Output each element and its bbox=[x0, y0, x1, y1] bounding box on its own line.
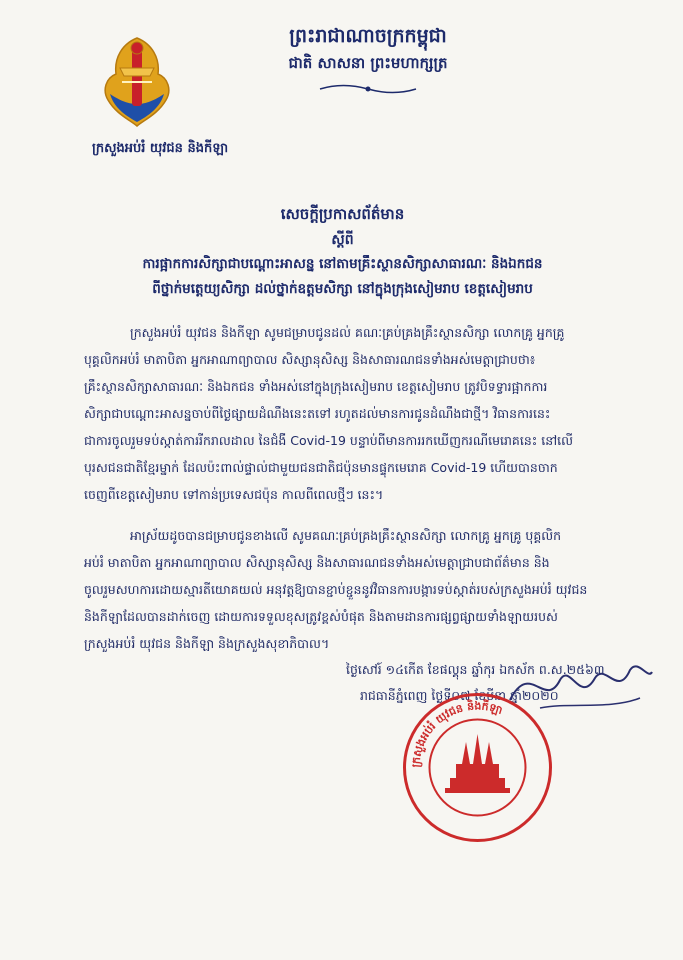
headline-line: ការផ្អាកការសិក្សាជាបណ្តោះអាសន្ន នៅតាមគ្រឹះស្ថានសិក្សាសាធារណៈ និងឯកជន bbox=[142, 256, 543, 272]
body-line: និងកីឡាដែលបានដាក់ចេញ ដោយការទទួលខុសត្រូវខ្ពស់បំផុត និងតាមដានការផ្សព្វផ្សាយទាំងឡាយរបស់ bbox=[84, 609, 558, 624]
body-line: អប់រំ មាតាបិតា អ្នកអាណាព្យាបាល សិស្សានុសិស្ស និងសាធារណជនទាំងអស់មេត្តាជ្រាបជាព័ត៌មាន និង bbox=[84, 555, 550, 570]
body-line: បុគ្គលិកអប់រំ មាតាបិតា អ្នកអាណាព្យាបាល សិស្សានុសិស្ស និងសាធារណជនទាំងអស់មេត្តាជ្រាបថា៖ bbox=[84, 352, 536, 367]
body-line: បុរសជនជាតិខ្មែរម្នាក់ ដែលប៉ះពាល់ផ្ទាល់ជាមួយជនជាតិជប៉ុនមានផ្ទុកមេរោគ Covid-19 ហើយបានចាក bbox=[84, 460, 558, 475]
signature-icon bbox=[500, 650, 660, 720]
body-line: ចេញពីខេត្តសៀមរាប ទៅកាន់ប្រទេសជប៉ុន កាលពីពេលថ្មីៗ នេះ។ bbox=[84, 487, 384, 502]
ministry-name: ក្រសួងអប់រំ យុវជន និងកីឡា bbox=[92, 141, 229, 156]
kingdom-title: ព្រះរាជាណាចក្រកម្ពុជា bbox=[289, 25, 447, 47]
headline-line: ពីថ្នាក់មត្តេយ្យសិក្សា ដល់ថ្នាក់ឧត្តមសិក្សា នៅក្នុងក្រុងសៀមរាប ខេត្តសៀមរាប bbox=[152, 281, 533, 297]
date-lunar: ថ្ងៃសៅរ៍ ១៤កើត ខែផល្គុន ឆ្នាំកុរ ឯកស័ក ព.ស.២៥៦៣ bbox=[346, 662, 605, 677]
ministry-emblem-icon bbox=[92, 34, 182, 134]
document-subtitle: ស្តីពី bbox=[331, 232, 354, 248]
body-line: សិក្សាជាបណ្តោះអាសន្នចាប់ពីថ្ងៃផ្សាយដំណឹងនេះតទៅ រហូតដល់មានការជូនដំណឹងជាថ្មី។ វិធានការនេះ bbox=[84, 406, 551, 421]
body-line: ក្រសួងអប់រំ យុវជន និងកីឡា សូមជម្រាបជូនដល់ គណៈគ្រប់គ្រងគ្រឹះស្ថានសិក្សា លោកគ្រូ អ្នកគ្រូ bbox=[130, 325, 565, 340]
body-line: ជាការចូលរួមទប់ស្កាត់ការរីករាលដាល នៃជំងឺ Covid-19 បន្ទាប់ពីមានការរកឃើញករណីមេរោគនេះ នៅលើ bbox=[84, 433, 573, 448]
national-motto: ជាតិ សាសនា ព្រះមហាក្សត្រ bbox=[288, 54, 448, 72]
body-line: ក្រសួងអប់រំ យុវជន និងកីឡា និងក្រសួងសុខាភិបាល។ bbox=[84, 636, 330, 651]
body-line: គ្រឹះស្ថានសិក្សាសាធារណៈ និងឯកជន ទាំងអស់នៅក្នុងក្រុងសៀមរាប ខេត្តសៀមរាប ត្រូវបិទទ្វារផ្អាកការ bbox=[84, 379, 548, 394]
document-title: សេចក្តីប្រកាសព័ត៌មាន bbox=[280, 205, 405, 223]
body-line: ចូលរួមសហការដោយស្មារតីយោគយល់ អនុវត្តឱ្យបានខ្ជាប់ខ្ជួននូវវិធានការបង្ការទប់ស្កាត់របស់ក្រសួងអប់រំ យុវជន bbox=[84, 582, 588, 597]
seal-ring-text: ក្រសួងអប់រំ យុវជន និងកីឡា bbox=[409, 699, 505, 768]
date-place: រាជធានីភ្នំពេញ ថ្ងៃទី០៧ ខែមីនា ឆ្នាំ២០២០ bbox=[360, 688, 559, 703]
divider-ornament-icon bbox=[318, 82, 418, 96]
body-line: អាស្រ័យដូចបានជម្រាបជូនខាងលើ សូមគណៈគ្រប់គ្រងគ្រឹះស្ថានសិក្សា លោកគ្រូ អ្នកគ្រូ បុគ្គលិក bbox=[130, 528, 562, 543]
